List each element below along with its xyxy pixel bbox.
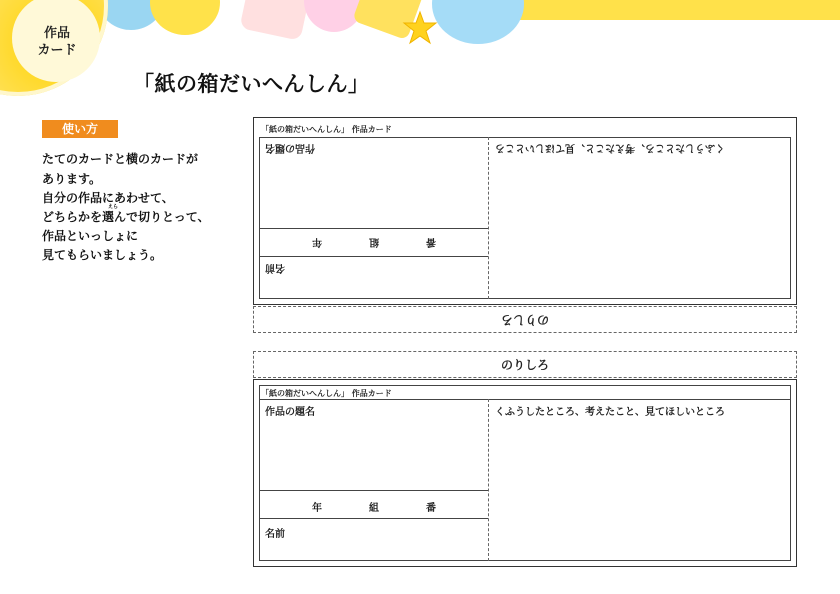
card-lower-line-name	[259, 518, 488, 519]
decor-square-pink	[239, 0, 312, 41]
card-upper-line-grade	[259, 228, 488, 229]
card-upper-grade: 年	[312, 236, 322, 247]
badge-label: 作品 カード	[37, 26, 77, 58]
card-upper-name-label: 名前	[265, 262, 285, 273]
card-upper-header-text: 「紙の箱だいへんしん」 作品カード	[261, 125, 392, 134]
card-upper-work-title-label: 作品の題名	[265, 142, 315, 153]
card-upper-inner	[259, 137, 791, 299]
card-lower-header-line	[259, 399, 791, 400]
star-icon	[402, 10, 438, 46]
howto-label: 使い方	[42, 120, 118, 138]
card-lower-name-label: 名前	[265, 529, 285, 540]
card-lower-class: 組	[369, 503, 379, 514]
card-lower-divider	[488, 399, 489, 561]
decor-bubble-yellow	[150, 0, 220, 35]
glue-margin-lower	[253, 351, 797, 378]
glue-margin-upper	[253, 306, 797, 333]
howto-line-3: 自分の作品にあわせて、	[42, 191, 174, 205]
howto-line-4	[42, 204, 210, 225]
glue-margin-lower-label: のりしろ	[500, 358, 549, 372]
ruby-erabu: えら	[108, 204, 119, 210]
card-upper-number: 番	[426, 236, 436, 247]
howto-line-4-text: どちらかを選んで切りとって、	[42, 210, 210, 224]
card-lower-number: 番	[426, 503, 436, 514]
card-upper-header-line	[259, 137, 791, 138]
card-upper-class: 組	[369, 236, 379, 247]
card-upper-divider	[488, 137, 489, 299]
howto-line-5: 作品といっしょに	[42, 229, 139, 243]
howto-line-1: たてのカードと横のカードが	[42, 152, 199, 166]
decor-bubble-lightblue	[432, 0, 524, 44]
card-lower-line-grade	[259, 490, 488, 491]
card-lower-header-text: 「紙の箱だいへんしん」 作品カード	[261, 389, 392, 398]
card-upper-comment-label: くふうしたところ、考えたこと、見てほしいところ	[495, 142, 725, 153]
howto-line-6: 見てもらいましょう。	[42, 248, 163, 262]
howto-line-2: あります。	[42, 172, 102, 186]
card-lower-grade: 年	[312, 503, 322, 514]
card-upper-line-name	[259, 256, 488, 257]
glue-margin-upper-label: のりしろ	[500, 313, 549, 327]
card-lower-comment-label: くふうしたところ、考えたこと、見てほしいところ	[495, 407, 725, 418]
header-bar	[500, 0, 840, 20]
card-lower-work-title-label: 作品の題名	[265, 407, 315, 418]
page-title: 「紙の箱だいへんしん」	[133, 72, 370, 96]
